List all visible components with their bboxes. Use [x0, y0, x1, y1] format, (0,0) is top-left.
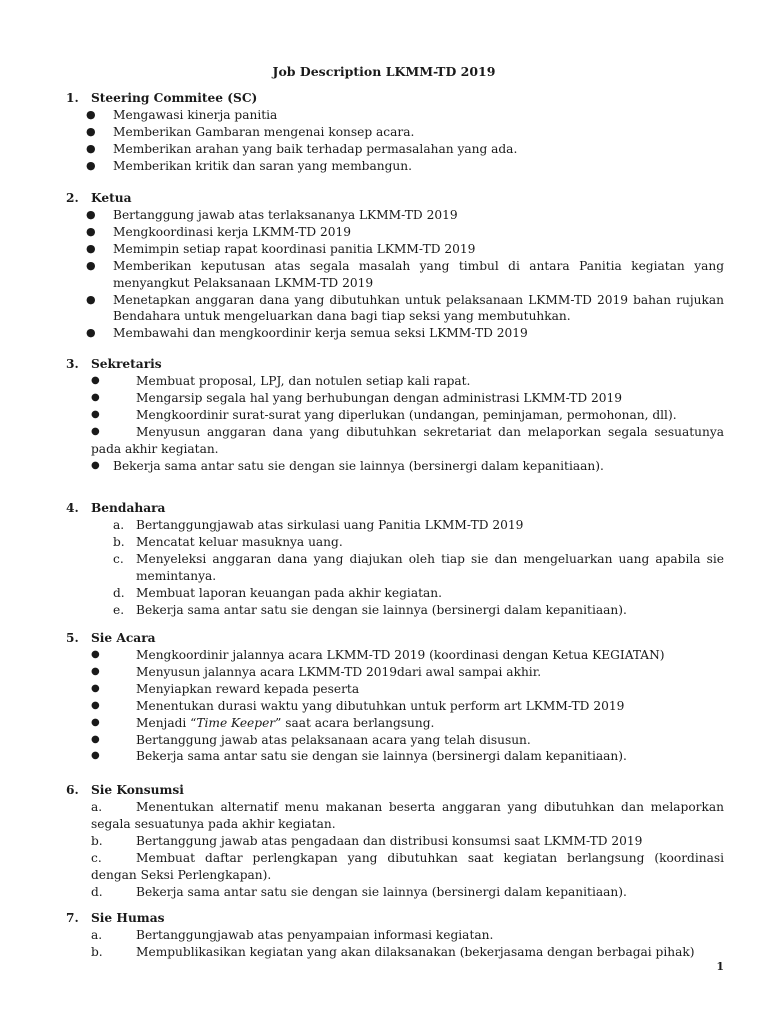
section-steering-committee: [66, 90, 724, 175]
list-item: ● Menentukan durasi waktu yang dibutuhkan untuk perform art LKMM-TD 2019: [91, 698, 625, 713]
list-marker: b.: [91, 833, 103, 848]
section-heading: [66, 910, 724, 927]
section-heading: [66, 90, 724, 107]
section-number: 7.: [66, 911, 79, 925]
bullet-icon: ●: [86, 108, 96, 121]
list-item: ● Menyiapkan reward kepada peserta: [91, 681, 360, 696]
list-item: ● Menyusun jalannya acara LKMM-TD 2019dari awal sampai akhir.: [91, 664, 542, 679]
list-marker: c.: [113, 551, 124, 566]
list-item: ● Mengkoordinir jalannya acara LKMM-TD 2019 (koordinasi dengan Ketua KEGIATAN): [91, 648, 665, 662]
list-marker: b.: [113, 534, 125, 549]
list-item: ● Bekerja sama antar satu sie dengan sie lainnya (bersinergi dalam kepanitiaan).: [91, 749, 627, 764]
list-item: ● Membuat proposal, LPJ, dan notulen setiap kali rapat.: [91, 374, 471, 388]
page-number: 1: [716, 960, 724, 973]
list-item: ● Memberikan keputusan atas segala masalah yang timbul di antara Panitia kegiatan yang menyangkut Pelaksanaan LKMM-TD 2019: [86, 258, 724, 290]
list-item: ● Mengkoordinir surat-surat yang diperlukan (undangan, peminjaman, permohonan, dll).: [91, 407, 677, 422]
list-marker: a.: [113, 518, 125, 532]
bullet-icon: ●: [91, 699, 100, 711]
section-sie-acara: [66, 630, 724, 765]
section-number: 2.: [66, 191, 79, 205]
section-heading: [66, 190, 724, 207]
section-number: 3.: [66, 357, 79, 371]
bullet-icon: ●: [91, 459, 100, 471]
bullet-icon: ●: [91, 682, 100, 694]
section-number: 6.: [66, 783, 79, 797]
list-item: e. Bekerja sama antar satu sie dengan sie lainnya (bersinergi dalam kepanitiaan).: [113, 602, 627, 617]
section-ketua: [66, 190, 724, 342]
bullet-icon: ●: [91, 375, 100, 386]
list-item: b. Mempublikasikan kegiatan yang akan dilaksanakan (bekerjasama dengan berbagai pihak): [91, 944, 695, 959]
bullet-icon: ●: [86, 241, 96, 255]
list-item: ● Menyusun anggaran dana yang dibutuhkan sekretariat dan melaporkan segala sesuatunya pada akhir kegiatan.: [91, 424, 724, 456]
bullet-icon: ●: [91, 750, 100, 762]
list-item: ● Menjadi “Time Keeper” saat acara berlangsung.: [91, 715, 435, 730]
list-marker: a.: [91, 928, 103, 942]
bullet-icon: ●: [86, 208, 96, 221]
list-item: ● Memberikan kritik dan saran yang membangun.: [86, 158, 412, 173]
list-item: ● Bekerja sama antar satu sie dengan sie lainnya (bersinergi dalam kepanitiaan).: [91, 458, 604, 473]
bullet-icon: ●: [86, 158, 96, 172]
list-item: ● Bertanggung jawab atas pelaksanaan acara yang telah disusun.: [91, 732, 531, 747]
bullet-icon: ●: [91, 733, 100, 745]
list-item: ● Memberikan Gambaran mengenai konsep acara.: [86, 124, 415, 139]
bullet-icon: ●: [86, 141, 96, 155]
bullet-icon: ●: [91, 665, 100, 677]
list-item: ● Mengkoordinasi kerja LKMM-TD 2019: [86, 224, 352, 239]
section-title: Steering Commitee (SC): [91, 91, 258, 105]
bullet-icon: ●: [86, 258, 96, 272]
bullet-icon: ●: [91, 425, 100, 437]
bullet-icon: ●: [86, 326, 96, 340]
list-item: a. Menentukan alternatif menu makanan beserta anggaran yang dibutuhkan dan melaporkan segala sesuatunya pada akhir kegiatan.: [91, 800, 724, 831]
section-title: Sekretaris: [91, 357, 162, 371]
section-heading: [66, 500, 724, 517]
list-marker: c.: [91, 850, 102, 865]
list-item: ● Mengawasi kinerja panitia: [86, 108, 278, 122]
bullet-icon: ●: [91, 391, 100, 403]
section-heading: [66, 356, 724, 373]
list-item: ● Menetapkan anggaran dana yang dibutuhkan untuk pelaksanaan LKMM-TD 2019 bahan rujukan Bendahara untuk mengeluarkan dana bagi tiap seksi yang membutuhkan.: [86, 292, 724, 324]
section-number: 5.: [66, 631, 79, 645]
list-item: c. Membuat daftar perlengkapan yang dibutuhkan saat kegiatan berlangsung (koordinasi dengan Seksi Perlengkapan).: [91, 850, 724, 882]
list-item: ● Memberikan arahan yang baik terhadap permasalahan yang ada.: [86, 141, 518, 156]
list-item: b. Mencatat keluar masuknya uang.: [113, 534, 343, 549]
list-item: c. Menyeleksi anggaran dana yang diajukan oleh tiap sie dan mengeluarkan uang apabila sie memintanya.: [113, 551, 724, 583]
bullet-icon: ●: [91, 716, 100, 728]
list-marker: b.: [91, 944, 103, 959]
section-number: 4.: [66, 501, 79, 515]
section-title: Bendahara: [91, 501, 166, 515]
list-item: d. Membuat laporan keuangan pada akhir kegiatan.: [113, 585, 442, 600]
section-number: 1.: [66, 91, 79, 105]
document-title: Job Description LKMM-TD 2019: [272, 64, 496, 79]
list-item: ● Bertanggung jawab atas terlaksananya LKMM-TD 2019: [86, 208, 458, 222]
section-sie-konsumsi: [66, 782, 724, 900]
list-item: ● Memimpin setiap rapat koordinasi panitia LKMM-TD 2019: [86, 241, 476, 256]
bullet-icon: ●: [86, 124, 96, 138]
section-title: Sie Konsumsi: [91, 783, 184, 797]
section-sekretaris: [66, 356, 724, 474]
section-title: Ketua: [91, 191, 132, 205]
bullet-icon: ●: [86, 224, 96, 238]
list-marker: d.: [113, 585, 125, 600]
list-item: a. Bertanggungjawab atas penyampaian informasi kegiatan.: [91, 928, 494, 942]
list-item: a. Bertanggungjawab atas sirkulasi uang Panitia LKMM-TD 2019: [113, 518, 524, 532]
bullet-icon: ●: [86, 292, 96, 306]
list-marker: e.: [113, 602, 125, 617]
bullet-icon: ●: [91, 408, 100, 420]
list-item: ● Membawahi dan mengkoordinir kerja semua seksi LKMM-TD 2019: [86, 326, 528, 341]
list-marker: a.: [91, 800, 103, 814]
section-title: Sie Acara: [91, 631, 156, 645]
list-item: b. Bertanggung jawab atas pengadaan dan distribusi konsumsi saat LKMM-TD 2019: [91, 833, 643, 848]
section-heading: [66, 630, 724, 647]
list-marker: d.: [91, 884, 103, 899]
section-sie-humas: [66, 910, 724, 961]
section-bendahara: [66, 500, 724, 618]
list-item: d. Bekerja sama antar satu sie dengan sie lainnya (bersinergi dalam kepanitiaan).: [91, 884, 627, 899]
bullet-icon: ●: [91, 649, 100, 660]
list-item: ● Mengarsip segala hal yang berhubungan dengan administrasi LKMM-TD 2019: [91, 390, 623, 405]
section-title: Sie Humas: [91, 911, 165, 925]
section-heading: [66, 782, 724, 799]
